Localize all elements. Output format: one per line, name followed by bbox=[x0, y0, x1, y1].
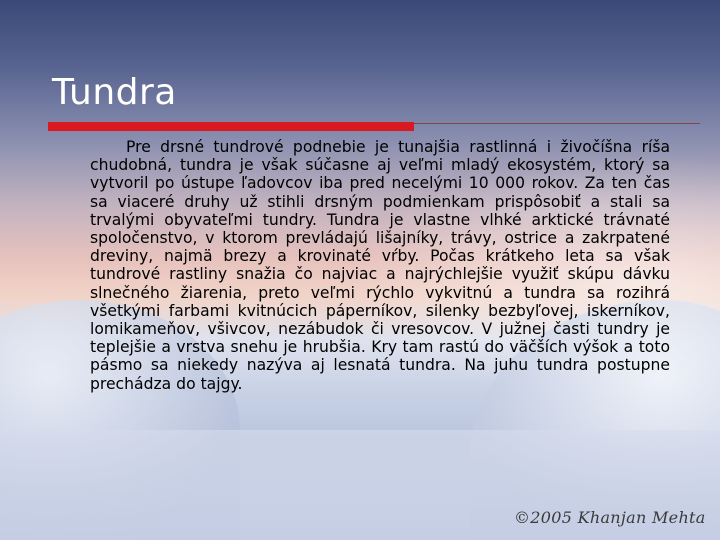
slide-body-text: Pre drsné tundrové podnebie je tunajšia rastlinná i živočíšna ríša chudobná, tundra je však súčasne aj veľmi mladý ekosystém, ktorý sa vytvoril po ústupe ľadovcov iba pred necelými 10 000 rokov. Za ten čas sa viaceré druhy už stihli drsným podmienkam prispôsobiť a stali sa trvalými obyvateľmi tundry. Tundra je vlastne vlhké arktické trávnaté spoločenstvo, v ktorom prevládajú lišajníky, trávy, ostrice a zakrpatené dreviny, najmä brezy a krovinaté vŕby. Počas krátkeho leta sa však tundrové rastliny snažia čo najviac a najrýchlejšie využiť skúpu dávku slnečného žiarenia, preto veľmi rýchlo vykvitnú a tundra sa rozihrá všetkými farbami kvitnúcich páperníkov, silenky bezbyľovej, iskerníkov, lomikameňov, všivcov, nezábudok či vresovcov. V južnej časti tundry je teplejšie a vrstva snehu je hrubšia. Kry tam rastú do väčších výšok a toto pásmo sa niekedy nazýva aj lesnatá tundra. Na juhu tundra postupne prechádza do tajgy. bbox=[90, 138, 670, 393]
photo-signature: ©2005 Khanjan Mehta bbox=[514, 508, 706, 527]
slide-title: Tundra bbox=[52, 72, 177, 113]
title-accent-bar bbox=[48, 122, 414, 131]
